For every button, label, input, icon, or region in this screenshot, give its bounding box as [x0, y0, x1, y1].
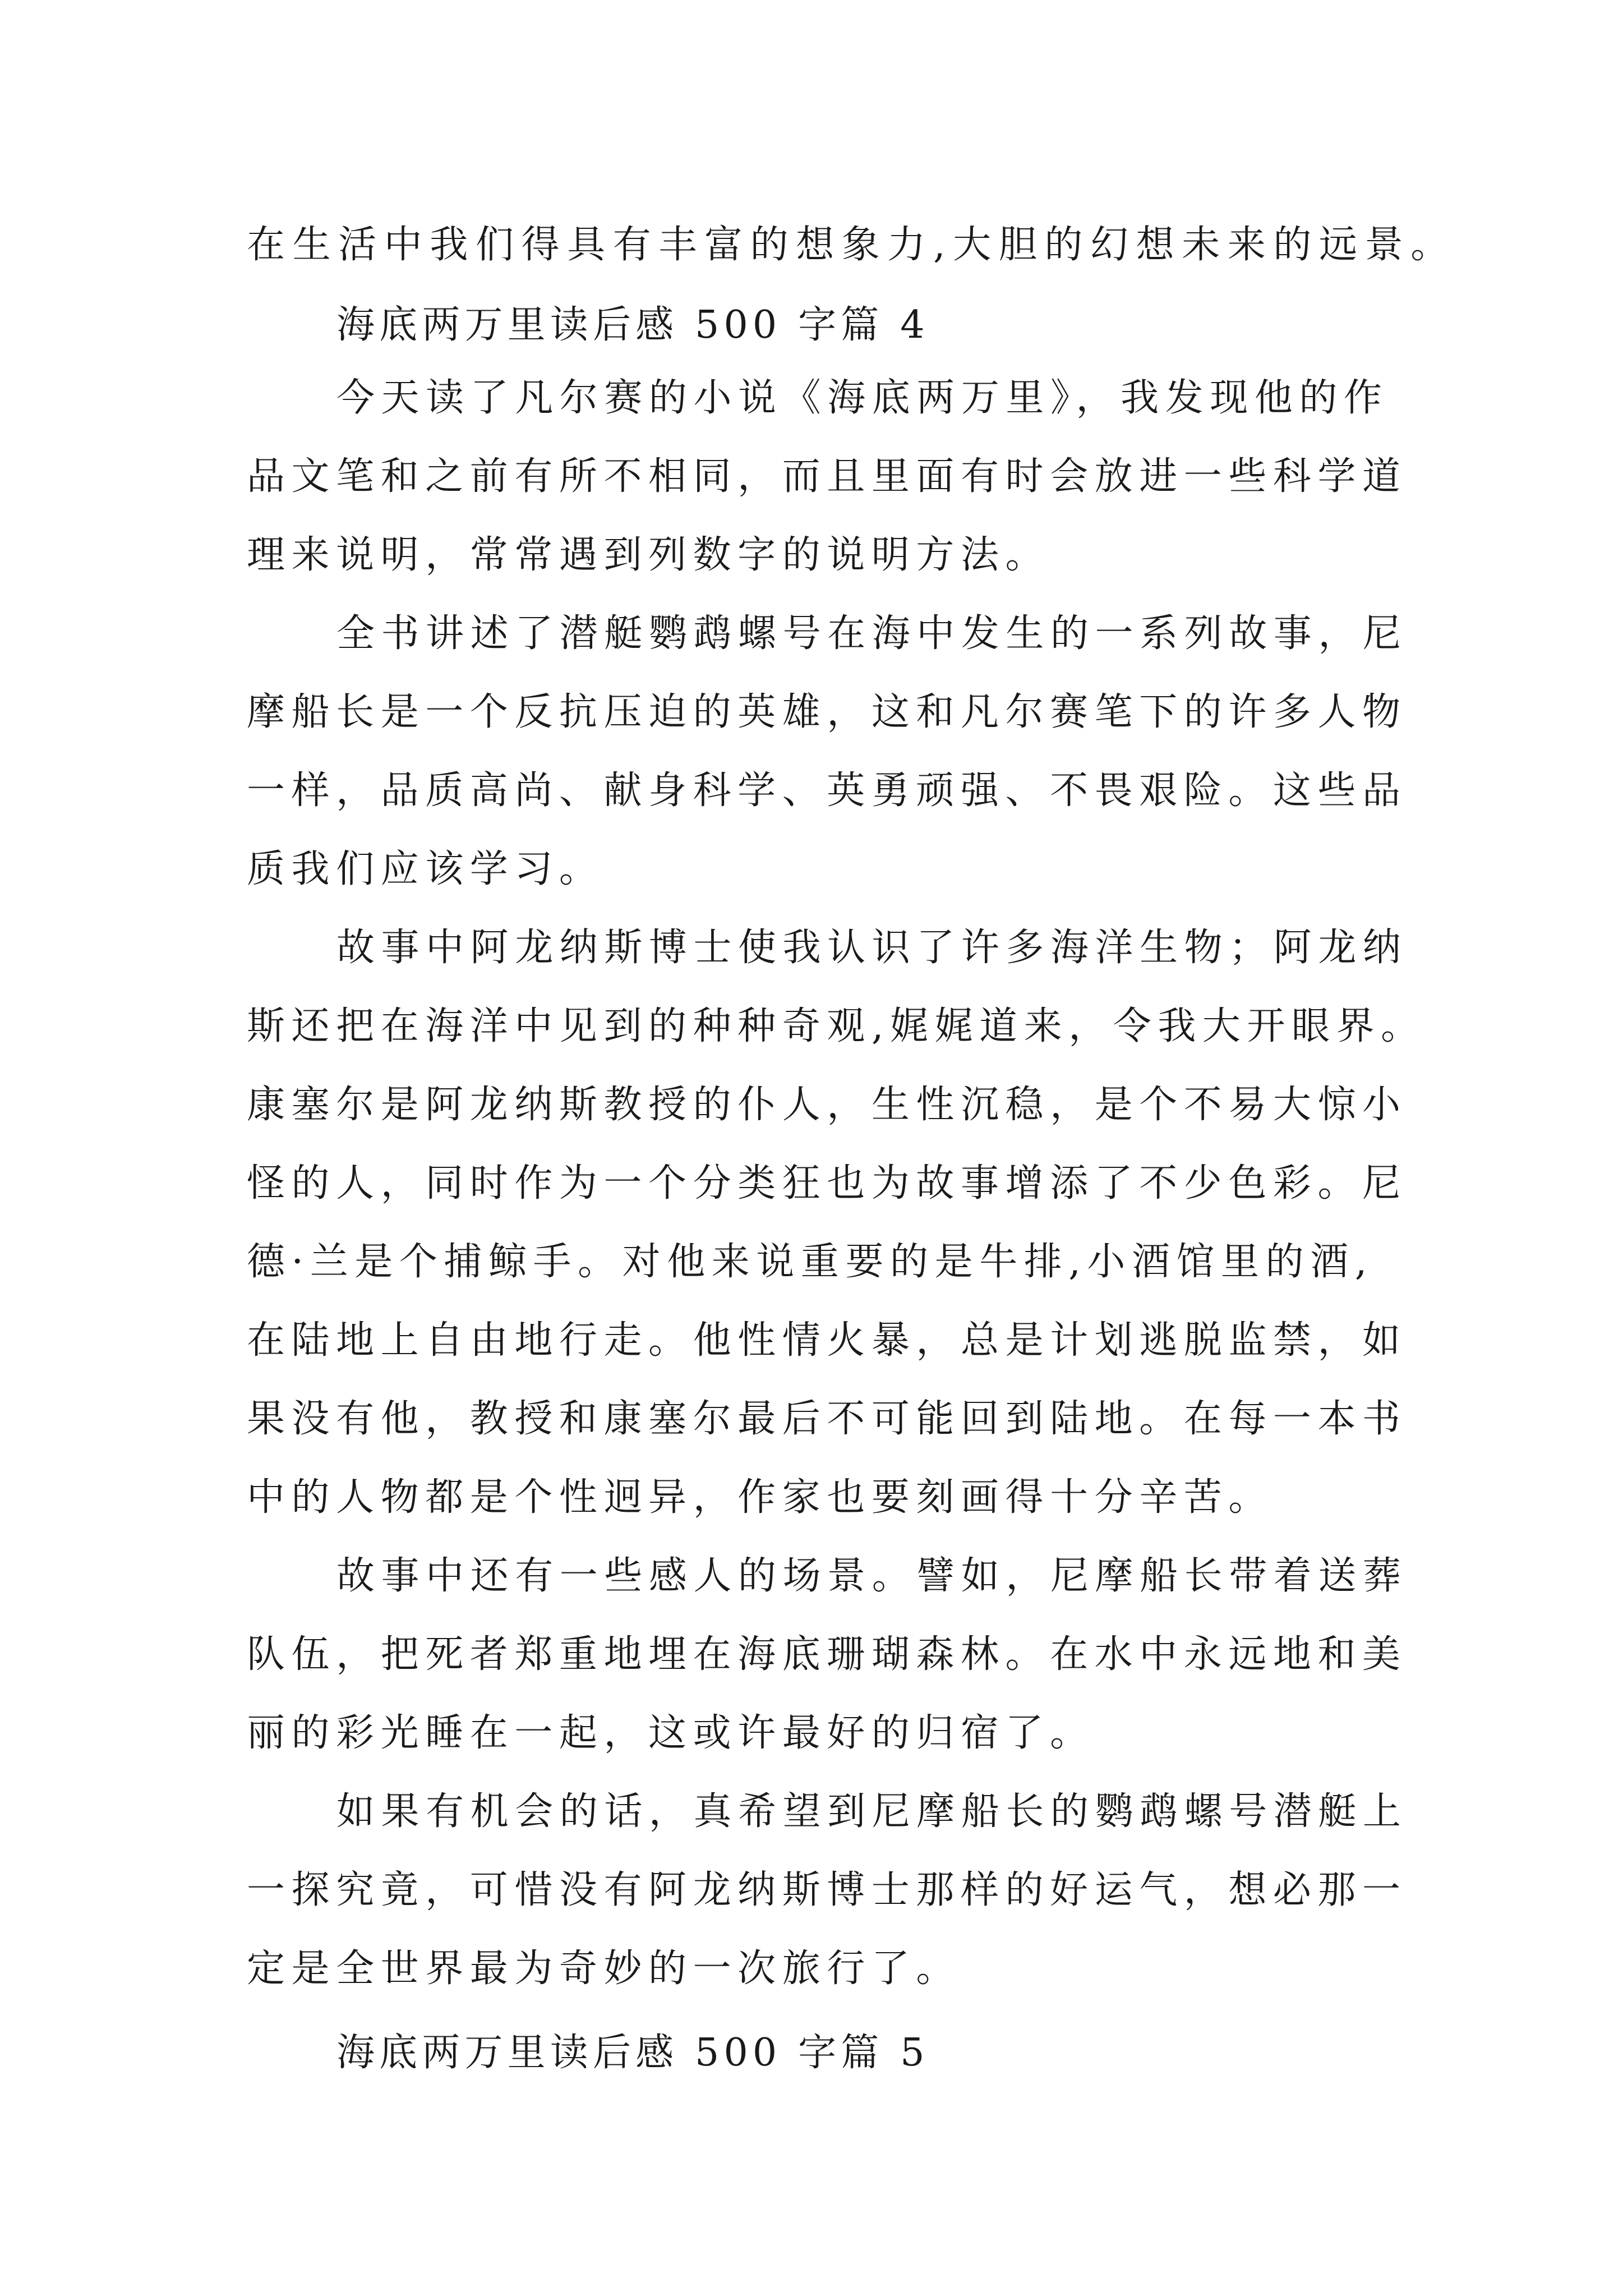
text-line: 定是全世界最为奇妙的一次旅行了。: [247, 1947, 961, 1991]
text-line: 果没有他，教授和康塞尔最后不可能回到陆地。在每一本书: [247, 1397, 1407, 1441]
text-line: 在陆地上自由地行走。他性情火暴，总是计划逃脱监禁，如: [247, 1318, 1407, 1363]
text-line: 一样，品质高尚、献身科学、英勇顽强、不畏艰险。这些品: [247, 769, 1407, 813]
section-heading: 海底两万里读后感 500 字篇 5: [336, 2031, 929, 2075]
text-line: 理来说明，常常遇到列数字的说明方法。: [247, 533, 1050, 577]
text-line: 丽的彩光睡在一起，这或许最好的归宿了。: [247, 1711, 1095, 1755]
text-line: 队伍，把死者郑重地埋在海底珊瑚森林。在水中永远地和美: [247, 1632, 1407, 1677]
text-line: 斯还把在海洋中见到的种种奇观,娓娓道来，令我大开眼界。: [247, 1004, 1426, 1048]
text-line: 中的人物都是个性迥异，作家也要刻画得十分辛苦。: [247, 1475, 1273, 1520]
text-line: 德·兰是个捕鲸手。对他来说重要的是牛排,小酒馆里的酒,: [247, 1240, 1373, 1284]
text-line: 在生活中我们得具有丰富的想象力,大胆的幻想未来的远景。: [247, 223, 1456, 267]
text-line: 全书讲述了潜艇鹦鹉螺号在海中发生的一系列故事，尼: [336, 611, 1408, 656]
text-line: 故事中阿龙纳斯博士使我认识了许多海洋生物；阿龙纳: [336, 926, 1408, 970]
text-line: 今天读了凡尔赛的小说《海底两万里》，我发现他的作: [336, 376, 1389, 420]
text-line: 故事中还有一些感人的场景。譬如，尼摩船长带着送葬: [336, 1554, 1408, 1598]
text-line: 一探究竟，可惜没有阿龙纳斯博士那样的好运气，想必那一: [247, 1868, 1407, 1912]
text-line: 康塞尔是阿龙纳斯教授的仆人，生性沉稳，是个不易大惊小: [247, 1083, 1407, 1127]
section-heading: 海底两万里读后感 500 字篇 4: [336, 303, 929, 347]
text-line: 摩船长是一个反抗压迫的英雄，这和凡尔赛笔下的许多人物: [247, 690, 1407, 734]
text-line: 质我们应该学习。: [247, 847, 604, 891]
text-line: 怪的人，同时作为一个分类狂也为故事增添了不少色彩。尼: [247, 1161, 1407, 1205]
text-line: 品文笔和之前有所不相同，而且里面有时会放进一些科学道: [247, 454, 1407, 499]
text-line: 如果有机会的话，真希望到尼摩船长的鹦鹉螺号潜艇上: [336, 1789, 1408, 1834]
